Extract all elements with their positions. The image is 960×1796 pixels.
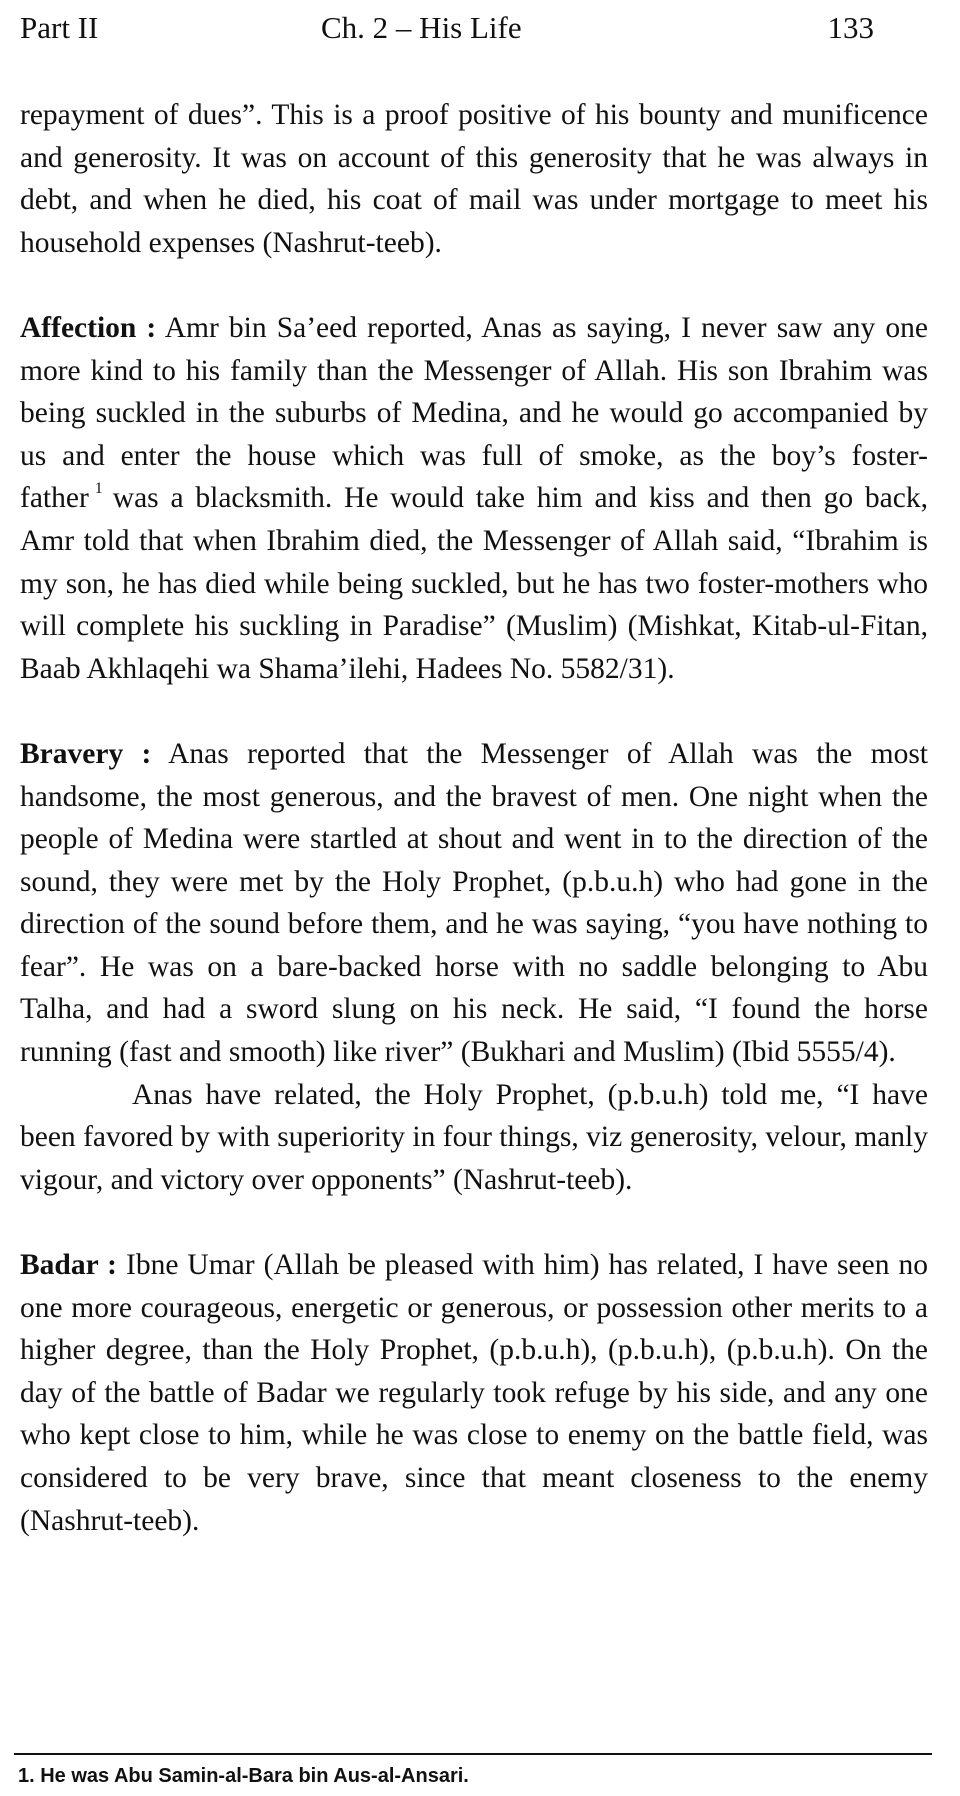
footnote: 1. He was Abu Samin-al-Bara bin Aus-al-Ansari. [18,1765,469,1787]
affection-text: Amr bin Sa’eed reported, Anas as saying, I never saw any one more kind to his family than the Messenger of Allah. His son Ibrahim was being suckled in the suburbs of Medina, and he would go accompanied by us and enter the house which was full of smoke, as the boy’s foster-father [20,311,928,515]
footnote-marker: 1 [94,480,103,498]
bravery-text: Anas reported that the Messenger of Allah was the most handsome, the most generous, and the bravest of men. One night when the people of Medina were startled at shout and went in to the direction of the sound, they were met by the Holy Prophet, (p.b.u.h) who had gone in the direction of the sound before them, and he was saying, “you have nothing to fear”. He was on a bare-backed horse with no saddle belonging to Abu Talha, and had a sword slung on his neck. He said, “I found the horse running (fast and smooth) like river” (Bukhari and Muslim) (Ibid 5555/4). [20,737,928,1069]
section-term-bravery: Bravery : [20,737,152,770]
paragraph-bravery [20,733,928,1074]
page-body [20,94,928,1542]
paragraph-bravery-continued: Anas have related, the Holy Prophet, (p.b.u.h) told me, “I have been favored by with superiority in four things, viz generosity, velour, manly vigour, and victory over opponents” (Nashrut-teeb). [20,1078,928,1196]
running-header [20,8,930,48]
chapter-title: Ch. 2 – His Life [321,10,522,45]
badar-text: Ibne Umar (Allah be pleased with him) has related, I have seen no one more courageous, energetic or generous, or possession other merits to a higher degree, than the Holy Prophet, (p.b.u.h), (p.b.u.h), (p.b.u.h). On the day of the battle of Badar we regularly took refuge by his side, and any one who kept close to him, while he was close to enemy on the battle field, was considered to be very brave, since that meant closeness to the enemy (Nashrut-teeb). [20,1249,928,1537]
paragraph-repayment: repayment of dues”. This is a proof positive of his bounty and munificence and generosity. It was on account of this generosity that he was always in debt, and when he died, his coat of mail was under mortgage to meet his household expenses (Nashrut-teeb). [20,99,928,259]
section-term-affection: Affection : [20,311,157,344]
page-number: 133 [827,10,874,45]
part-label: Part II [20,10,99,45]
paragraph-badar [20,1244,928,1542]
paragraph-affection [20,307,928,690]
affection-text-continued: was a blacksmith. He would take him and kiss and then go back, Amr told that when Ibrahim died, the Messenger of Allah said, “Ibrahim is my son, he has died while being suckled, but he has two foster-mothers who will complete his suckling in Paradise” (Muslim) (Mishkat, Kitab-ul-Fitan, Baab Akhlaqehi wa Shama’ilehi, Hadees No. 5582/31). [20,482,928,685]
footnote-divider [14,1753,932,1755]
section-term-badar: Badar : [20,1249,117,1282]
